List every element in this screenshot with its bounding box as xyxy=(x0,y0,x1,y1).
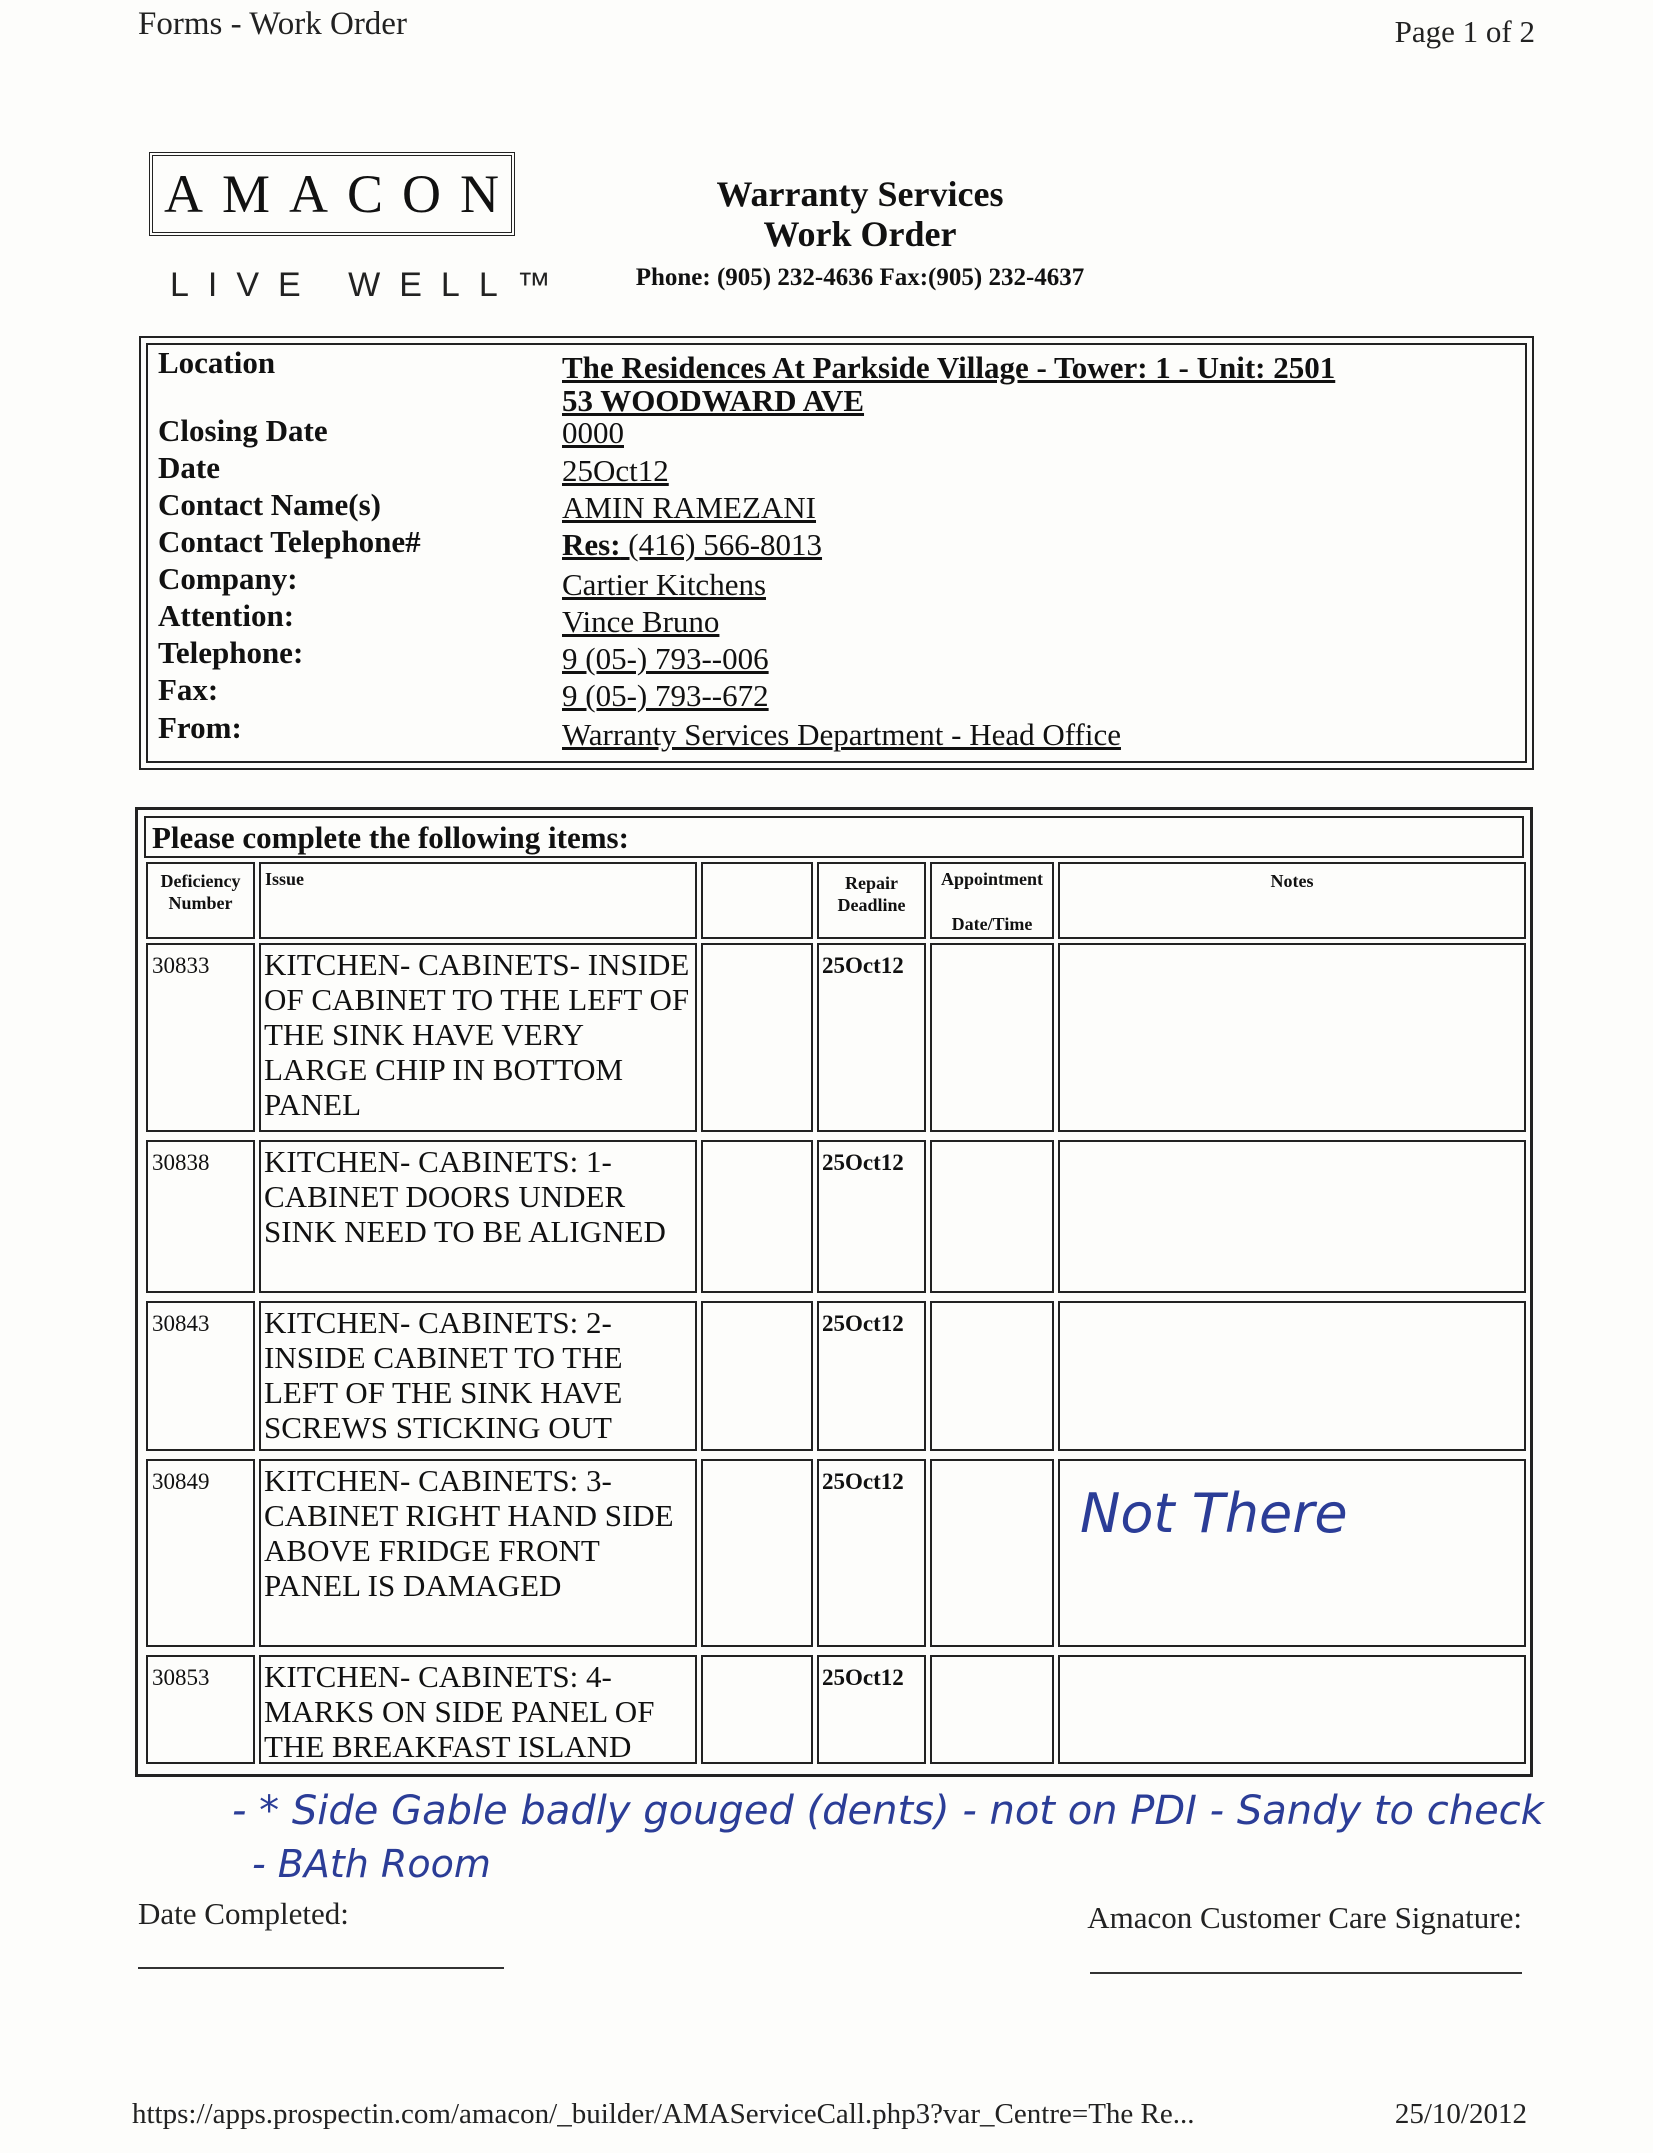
appointment-cell xyxy=(930,1301,1054,1451)
notes-cell xyxy=(1058,1655,1526,1764)
location-value: The Residences At Parkside Village - Tower: 1 - Unit: 2501 xyxy=(562,350,1336,385)
blank-cell xyxy=(701,943,813,1132)
from-value: Warranty Services Department - Head Office xyxy=(562,717,1121,752)
form-subtitle: Work Order xyxy=(763,214,957,254)
signature-line xyxy=(1090,1972,1522,1974)
appointment-cell xyxy=(930,1140,1054,1293)
print-date: 25/10/2012 xyxy=(1394,2098,1527,2130)
notes-cell xyxy=(1058,943,1526,1132)
contact-name-value: AMIN RAMEZANI xyxy=(562,490,817,525)
company-label: Company: xyxy=(158,561,298,596)
items-table-title: Please complete the following items: xyxy=(144,816,1524,858)
form-title-block xyxy=(590,174,1130,292)
col-header-repair-deadline: Repair Deadline xyxy=(817,862,926,939)
form-title: Warranty Services xyxy=(716,174,1004,214)
from-label: From: xyxy=(158,710,242,745)
blank-cell xyxy=(701,1140,813,1293)
col-header-appointment-datetime: Date/Time xyxy=(951,914,1033,934)
closing-date-label: Closing Date xyxy=(158,413,328,448)
logo-text: AMACON xyxy=(163,164,519,224)
appointment-cell xyxy=(930,1655,1054,1764)
deficiency-number-cell: 30843 xyxy=(146,1301,255,1451)
attention-label: Attention: xyxy=(158,598,295,633)
repair-deadline-cell: 25Oct12 xyxy=(817,1655,926,1764)
contact-telephone-label: Contact Telephone# xyxy=(158,524,421,559)
col-header-issue: Issue xyxy=(265,869,305,889)
deficiency-number-cell: 30853 xyxy=(146,1655,255,1764)
date-label: Date xyxy=(158,450,220,485)
contact-telephone-value xyxy=(562,527,822,563)
col-header-appointment-cell xyxy=(930,862,1054,939)
issue-cell: KITCHEN- CABINETS: 2- INSIDE CABINET TO THE LEFT OF THE SINK HAVE SCREWS STICKING OUT xyxy=(259,1301,697,1451)
contact-name-label: Contact Name(s) xyxy=(158,487,381,522)
notes-cell xyxy=(1058,1301,1526,1451)
date-value: 25Oct12 xyxy=(562,453,669,488)
attention-value: Vince Bruno xyxy=(562,604,720,639)
blank-cell xyxy=(701,1459,813,1647)
handwritten-comment-bathroom: - BAth Room xyxy=(252,1842,491,1886)
col-header-notes: Notes xyxy=(1058,862,1526,939)
source-url: https://apps.prospectin.com/amacon/_builder/AMAServiceCall.php3?var_Centre=The Re... xyxy=(132,2098,1195,2130)
signature-label: Amacon Customer Care Signature: xyxy=(1087,1900,1522,1935)
phone-number: (416) 566-8013 xyxy=(620,527,823,562)
telephone-label: Telephone: xyxy=(158,635,304,670)
col-header-deficiency-number: Deficiency Number xyxy=(146,862,255,939)
phone-fax-line: Phone: (905) 232-4636 Fax:(905) 232-4637 xyxy=(635,264,1085,291)
work-order-info-box xyxy=(139,336,1534,770)
col-header-blank xyxy=(701,862,813,939)
appointment-cell xyxy=(930,943,1054,1132)
repair-deadline-cell: 25Oct12 xyxy=(817,1301,926,1451)
fax-value: 9 (05-) 793--672 xyxy=(562,678,769,713)
closing-date-value: 0000 xyxy=(562,415,624,450)
deficiency-number-cell: 30838 xyxy=(146,1140,255,1293)
phone-prefix: Res: xyxy=(562,527,621,562)
amacon-logo xyxy=(149,152,519,236)
issue-cell: KITCHEN- CABINETS: 1- CABINET DOORS UNDER SINK NEED TO BE ALIGNED xyxy=(259,1140,697,1293)
repair-deadline-cell: 25Oct12 xyxy=(817,943,926,1132)
fax-label: Fax: xyxy=(158,672,219,707)
date-completed-line xyxy=(138,1967,504,1969)
appointment-cell xyxy=(930,1459,1054,1647)
repair-deadline-cell: 25Oct12 xyxy=(817,1140,926,1293)
handwritten-note-row-4: Not There xyxy=(1080,1482,1348,1545)
deficiency-number-cell: 30833 xyxy=(146,943,255,1132)
address-value: 53 WOODWARD AVE xyxy=(562,383,865,418)
date-completed-label: Date Completed: xyxy=(138,1896,349,1931)
company-value: Cartier Kitchens xyxy=(562,567,767,602)
blank-cell xyxy=(701,1655,813,1764)
col-header-appointment: Appointment xyxy=(940,869,1043,889)
document-header-title: Forms - Work Order xyxy=(138,6,407,42)
issue-cell: KITCHEN- CABINETS: 3- CABINET RIGHT HAND SIDE ABOVE FRIDGE FRONT PANEL IS DAMAGED xyxy=(259,1459,697,1647)
col-header-issue-cell xyxy=(259,862,697,939)
deficiency-items-table xyxy=(135,807,1533,1777)
page-number: Page 1 of 2 xyxy=(1394,14,1535,49)
blank-cell xyxy=(701,1301,813,1451)
deficiency-number-cell: 30849 xyxy=(146,1459,255,1647)
issue-cell: KITCHEN- CABINETS- INSIDE OF CABINET TO THE LEFT OF THE SINK HAVE VERY LARGE CHIP IN BOTTOM PANEL xyxy=(259,943,697,1132)
notes-cell xyxy=(1058,1140,1526,1293)
repair-deadline-cell: 25Oct12 xyxy=(817,1459,926,1647)
logo-tagline: LIVE WELL™ xyxy=(170,266,570,304)
handwritten-comment-side-gable: - * Side Gable badly gouged (dents) - not on PDI - Sandy to check xyxy=(232,1788,1544,1834)
issue-cell: KITCHEN- CABINETS: 4- MARKS ON SIDE PANEL OF THE BREAKFAST ISLAND xyxy=(259,1655,697,1764)
location-label: Location xyxy=(158,345,276,380)
telephone-value: 9 (05-) 793--006 xyxy=(562,641,769,676)
